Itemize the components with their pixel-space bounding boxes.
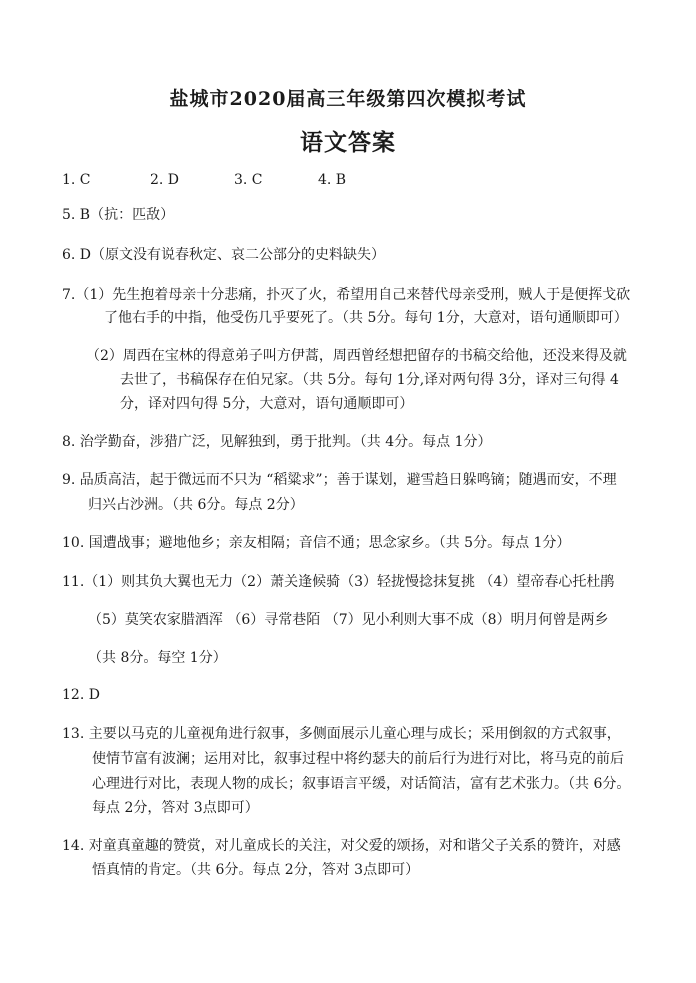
- answer-q13-line4: 每点 2分，答对 3点即可）: [92, 800, 259, 816]
- answer-q7-part2-line1: （2）周西在宝林的得意弟子叫方伊蒿，周西曾经想把留存的书稿交给他，还没来得及就: [86, 348, 627, 364]
- answer-q10: 10. 国遭战事；避地他乡；亲友相隔；音信不通；思念家乡。（共 5分。每点 1分）: [62, 535, 571, 551]
- answer-q13-line3: 心理进行对比，表现人物的成长；叙事语言平缓，对话简洁，富有艺术张力。（共 6分。: [92, 776, 631, 792]
- answer-q7-part1-line2: 了他右手的中指，他受伤几乎要死了。（共 5分。每句 1分，大意对，语句通顺即可）: [104, 310, 628, 326]
- answer-q7-part2-line2: 去世了，书稿保存在伯兄家。（共 5分。每句 1分,译对两句得 3分，译对三句得 4: [120, 372, 619, 388]
- answer-q1: 1. C: [62, 172, 91, 188]
- answer-q11-line3: （共 8分。每空 1分）: [88, 650, 227, 666]
- answer-q6: 6. D（原文没有说春秋定、哀二公部分的史料缺失）: [62, 247, 386, 263]
- answer-q7-part1-line1: 7.（1）先生抱着母亲十分悲痛，扑灭了火，希望用自己来替代母亲受刑，贼人于是便挥戈砍: [62, 287, 631, 303]
- answer-q5: 5. B（抗：匹敌）: [62, 207, 175, 223]
- answer-q14-line1: 14. 对童真童趣的赞赏，对儿童成长的关注，对父爱的颂扬，对和谐父子关系的赞许，对感: [62, 838, 621, 854]
- answer-q13-line2: 使情节富有波澜；运用对比，叙事过程中将约瑟夫的前后行为进行对比，将马克的前后: [92, 751, 624, 767]
- subject-title: 语文答案: [300, 129, 396, 156]
- answer-q13-line1: 13. 主要以马克的儿童视角进行叙事，多侧面展示儿童心理与成长；采用倒叙的方式叙事，: [62, 726, 621, 742]
- answer-q2: 2. D: [150, 172, 180, 188]
- answer-q3: 3. C: [234, 172, 263, 188]
- answer-q4: 4. B: [318, 172, 347, 188]
- answer-q11-line2: （5）莫笑农家腊酒浑 （6）寻常巷陌 （7）见小利则大事不成（8）明月何曾是两乡: [88, 612, 609, 628]
- answer-q11-line1: 11.（1）则其负大翼也无力（2）萧关逢候骑（3）轻拢慢捻抹复挑 （4）望帝春心托杜鹃: [62, 574, 615, 590]
- answer-q9-line2: 归兴占沙洲。（共 6分。每点 2分）: [88, 497, 304, 513]
- exam-title: 盐城市2020届高三年级第四次模拟考试: [169, 88, 527, 110]
- answer-q8: 8. 治学勤奋，涉猎广泛，见解独到，勇于批判。（共 4分。每点 1分）: [62, 434, 492, 450]
- answer-q7-part2-line3: 分，译对四句得 5分，大意对，语句通顺即可）: [120, 396, 414, 412]
- answer-q9-line1: 9. 品质高洁，起于微远而不只为 “稻粱求”；善于谋划，避雪趋日躲鸣镝；随遇而安，不理: [62, 472, 617, 488]
- answer-q14-line2: 悟真情的肯定。（共 6分。每点 2分，答对 3点即可）: [92, 862, 420, 878]
- answer-q12: 12. D: [62, 687, 100, 703]
